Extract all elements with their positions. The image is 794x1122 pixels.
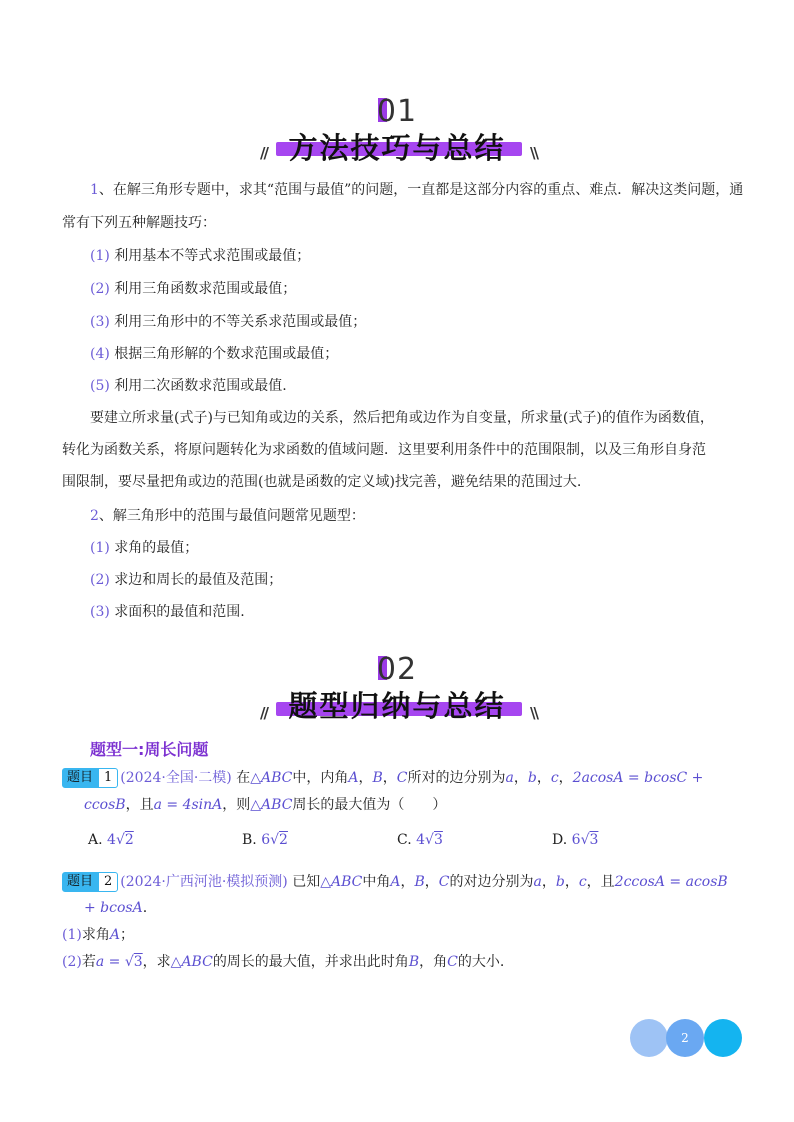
math-var: b [555,874,565,890]
question-1-line-1: 题目 1 (2024·全国·二模) 在△ABC中，内角A，B，C所对的边分别为a，b，c，2acosA = bcosC + [62,768,703,788]
question-number: 2 [98,872,118,892]
list-number: (4) [90,346,110,362]
type-1 [90,540,198,556]
option-radicand: 3 [589,832,599,848]
question-text: 中，内角 [292,770,349,786]
section-number: 02 [376,652,418,687]
question-text: ，角 [419,954,448,970]
option-radicand: 3 [433,832,443,848]
type-3 [90,604,245,620]
math-var: C [396,770,408,786]
question-text: 周长的最大值为（ ） [292,797,447,813]
math-var: B [408,954,420,970]
option-coef: 6 [261,832,271,848]
option-label: C. [397,832,412,848]
math-equation: + bcosA [84,900,143,916]
question-text: 若 [81,954,96,970]
question-2-part-2: (2)若a = √3，求△ABC的周长的最大值，并求出此时角B，角C的大小. [62,954,505,970]
list-text: 根据三角形解的个数求范围或最值； [114,346,339,362]
list-text: 利用三角形中的不等关系求范围或最值； [114,314,367,330]
paragraph-1-line-1 [90,182,743,198]
question-text: ，且 [586,874,615,890]
technique-5 [90,378,287,394]
section-header-1 [0,94,794,164]
question-text: 中角 [362,874,391,890]
section-header-2 [0,652,794,722]
list-number: (2) [90,281,110,297]
technique-2 [90,281,296,297]
question-text: 所对的边分别为 [407,770,506,786]
option-d[interactable]: D. 6√3 [552,832,599,848]
list-number: (3) [90,314,110,330]
question-2-line-1: 题目 2 (2024·广西河池·模拟预测) 已知△ABC中角A，B，C的对边分别为a，b，c，且2ccosA = acosB [62,872,728,892]
option-radicand: 2 [279,832,288,848]
section-title: 方法技巧与总结 [288,131,506,165]
question-2-line-2: + bcosA. [84,900,148,916]
section-title: 题型归纳与总结 [288,689,506,723]
question-tag: 题目 [62,872,98,892]
question-text: 的大小. [457,954,505,970]
math-var: B [372,770,383,786]
math-triangle: △ABC [320,874,363,890]
list-number: (2) [90,572,110,588]
list-text: 求角的最值； [114,540,199,556]
question-1-line-2 [84,797,446,813]
option-c[interactable]: C. 4√3 [397,832,443,848]
paragraph-3 [90,508,365,524]
paragraph-2-line-1: 要建立所求量(式子)与已知角或边的关系，然后把角或边作为自变量，所求量(式子)的值作为函数值， [90,410,714,426]
page-number: 2 [681,1031,689,1045]
question-text: 的周长的最大值，并求出此时角 [212,954,409,970]
question-type-heading: 题型一:周长问题 [90,740,209,759]
list-text: 求面积的最值和范围. [114,604,245,620]
type-2 [90,572,282,588]
paragraph-2-line-3: 围限制，要尽量把角或边的范围(也就是函数的定义域)找完善，避免结果的范围过大. [62,474,582,490]
math-var: a [505,770,514,786]
left-slash-decoration: // [260,704,267,722]
math-radicand: 3 [133,954,143,970]
math-triangle: △ABC [250,797,293,813]
math-var: c [578,874,587,890]
math-var: C [447,954,458,970]
technique-3 [90,314,366,330]
right-slash-decoration: \\ [530,144,537,162]
paragraph-text: 、解三角形中的范围与最值问题常见题型： [98,508,365,524]
math-var: C [438,874,450,890]
math-equation: a = [95,954,125,970]
question-source: (2024·广西河池·模拟预测) [120,874,288,890]
option-label: D. [552,832,568,848]
question-text: 的对边分别为 [449,874,534,890]
option-a[interactable]: A. 4√2 [88,832,134,848]
option-label: A. [88,832,103,848]
question-text: ，求 [142,954,171,970]
option-b[interactable]: B. 6√2 [242,832,288,848]
paragraph-2-line-2: 转化为函数关系，将原问题转化为求函数的值域问题．这里要利用条件中的范围限制，以及三角形自身范 [62,442,706,458]
question-text: 在 [236,770,251,786]
option-radicand: 2 [124,832,134,848]
math-var: A [390,874,401,890]
math-var: B [414,874,425,890]
math-var: a [533,874,542,890]
math-equation: a = 4sinA [153,797,223,813]
part-number: (1) [62,927,82,943]
question-text: 已知 [292,874,321,890]
list-text: 利用二次函数求范围或最值. [114,378,287,394]
question-source: (2024·全国·二模) [120,770,232,786]
option-coef: 4 [107,832,116,848]
question-tag: 题目 [62,768,98,788]
item-number: 1 [90,182,99,198]
option-label: B. [242,832,257,848]
item-number: 2 [90,508,99,524]
math-triangle: △ABC [170,954,213,970]
math-var: A [348,770,359,786]
list-text: 求边和周长的最值及范围； [114,572,283,588]
math-var: b [527,770,537,786]
technique-4 [90,346,338,362]
option-coef: 4 [416,832,426,848]
question-2-part-1 [62,927,134,943]
list-text: 利用基本不等式求范围或最值； [114,248,311,264]
page-circle-left [630,1019,668,1057]
math-equation: ccosB [84,797,126,813]
list-number: (1) [90,540,110,556]
math-equation: 2acosA = bcosC + [572,770,704,786]
section-number: 01 [376,94,418,129]
question-text: ，且 [125,797,154,813]
list-text: 利用三角函数求范围或最值； [114,281,297,297]
part-number: (2) [62,954,82,970]
question-text: 求角 [81,927,110,943]
question-number: 1 [98,768,118,788]
list-number: (1) [90,248,110,264]
page-circle-right [704,1019,742,1057]
math-var: c [550,770,559,786]
right-slash-decoration: \\ [530,704,537,722]
list-number: (3) [90,604,110,620]
question-text: ，则 [222,797,251,813]
left-slash-decoration: // [260,144,267,162]
page-number-badge [630,1019,744,1059]
technique-1 [90,248,310,264]
math-equation: 2ccosA = acosB [614,874,728,890]
option-coef: 6 [571,832,581,848]
math-triangle: △ABC [250,770,293,786]
paragraph-1-line-2: 常有下列五种解题技巧： [62,215,216,231]
math-var: A [109,927,120,943]
question-text: ； [119,927,134,943]
list-number: (5) [90,378,110,394]
paragraph-text: 、在解三角形专题中，求其“范围与最值”的问题，一直都是这部分内容的重点、难点．解决这类问题，通 [98,182,744,198]
